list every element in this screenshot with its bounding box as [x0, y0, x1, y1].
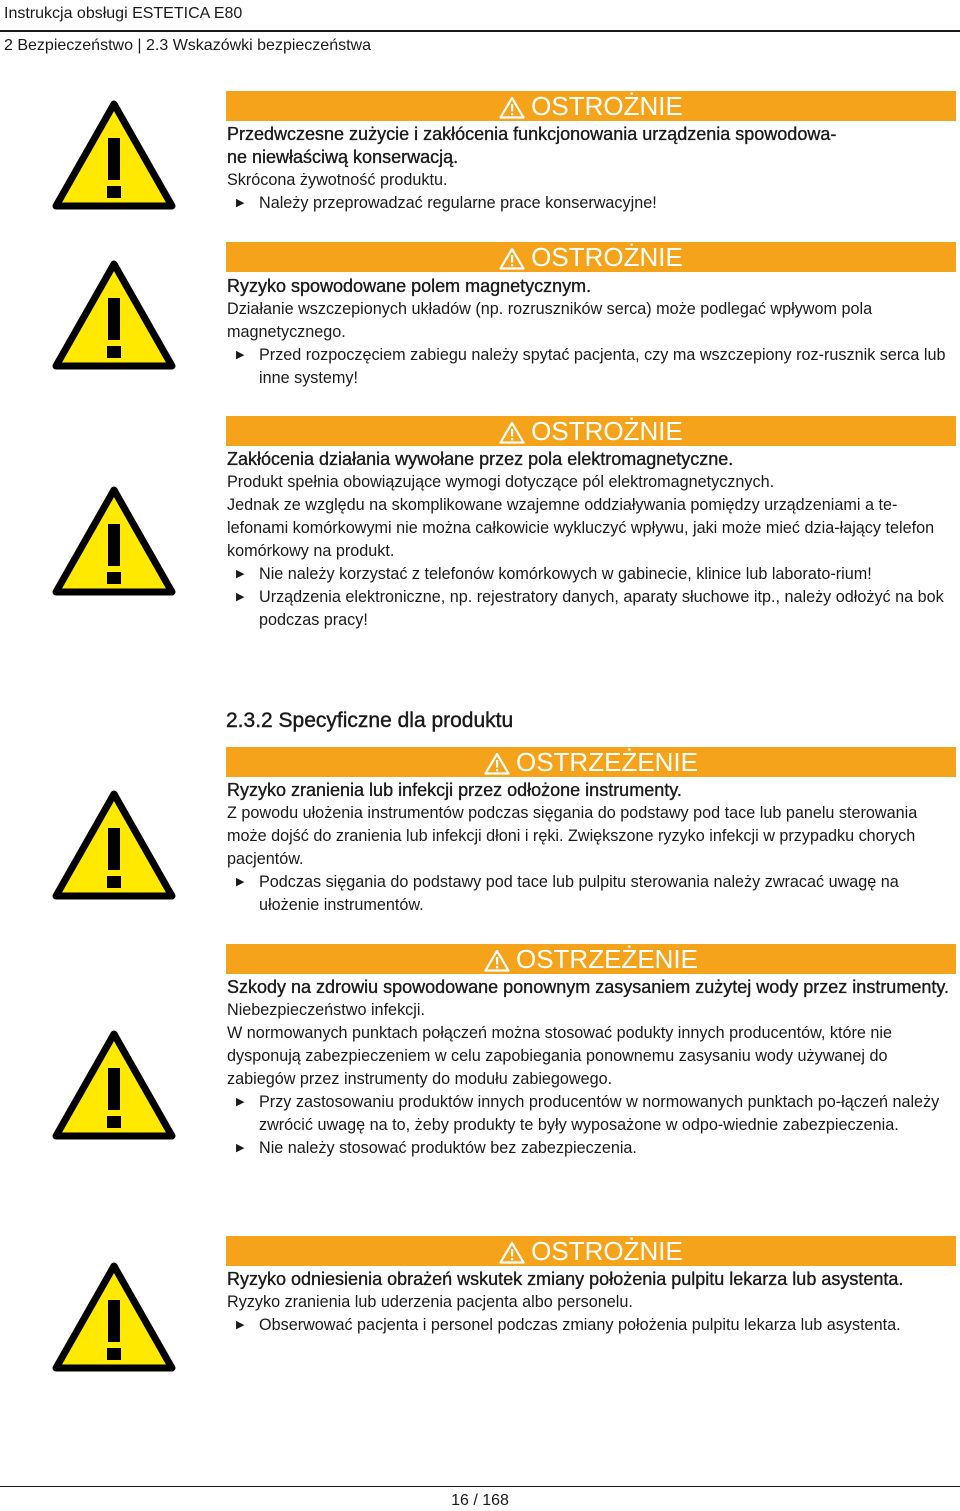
notice-text: Działanie wszczepionych układów (np. rozruszników serca) może podlegać wpływom pola magnetycznego.	[227, 300, 873, 341]
notice-box	[227, 976, 955, 1160]
warning-triangle-icon	[499, 1241, 525, 1264]
notice-box	[227, 1268, 955, 1337]
banner-label: OSTROŻNIE	[531, 1236, 683, 1266]
notice-title: Przedwczesne zużycie i zakłócenia funkcjonowania urządzenia spowodowa-	[227, 124, 837, 144]
bullet-triangle-icon: ▶	[236, 349, 245, 361]
notice-box	[227, 123, 955, 215]
footer-rule	[0, 1486, 960, 1487]
bullet-triangle-icon: ▶	[236, 591, 245, 603]
warning-sign-icon	[52, 1030, 176, 1140]
action-item: ▶ Urządzenia elektroniczne, np. rejestratory danych, aparaty słuchowe itp., należy odłożyć na bok podczas pracy!	[236, 588, 944, 629]
notice-text: Niebezpieczeństwo infekcji.	[227, 1001, 425, 1019]
warning-triangle-icon	[484, 752, 510, 775]
warning-triangle-icon	[499, 247, 525, 270]
section-heading: 2.3.2 Specyficzne dla produktu	[226, 709, 514, 732]
bullet-triangle-icon: ▶	[236, 568, 245, 580]
notice-text: Produkt spełnia obowiązujące wymogi dotyczące pól elektromagnetycznych.	[227, 473, 775, 491]
bullet-triangle-icon: ▶	[236, 197, 245, 209]
notice-title: Szkody na zdrowiu spowodowane ponownym zasysaniem zużytej wody przez instrumenty.	[227, 977, 950, 997]
notice-title: Ryzyko spowodowane polem magnetycznym.	[227, 276, 592, 296]
document-title: Instrukcja obsługi ESTETICA E80	[4, 5, 243, 22]
warning-triangle-icon	[499, 421, 525, 444]
notice-title: Zakłócenia działania wywołane przez pola elektromagnetyczne.	[227, 449, 734, 469]
caution-banner	[226, 91, 956, 121]
banner-label: OSTROŻNIE	[531, 416, 683, 446]
warning-triangle-icon	[499, 96, 525, 119]
notice-text: Jednak ze względu na skomplikowane wzajemne oddziaływania pomiędzy urządzeniami a te-lefonami komórkowymi nie można całkowicie wykluczyć wpływu, jaki może mieć dzia-łający telefon komórkowy na produkt.	[227, 496, 935, 560]
warning-banner	[226, 944, 956, 974]
action-item: ▶ Podczas sięgania do podstawy pod tace lub pulpitu sterowania należy zwracać uwagę na ułożenie instrumentów.	[236, 873, 899, 914]
bullet-triangle-icon: ▶	[236, 1142, 245, 1154]
notice-box	[227, 275, 955, 390]
notice-title: Ryzyko odniesienia obrażeń wskutek zmiany położenia pulpitu lekarza lub asystenta.	[227, 1269, 904, 1289]
notice-text: Z powodu ułożenia instrumentów podczas sięgania do podstawy pod tace lub panelu sterowania może dojść do zranienia lub infekcji dłoni i ręki. Zwiększone ryzyko infekcji w przypadku chorych pacjentów.	[227, 804, 918, 868]
warning-triangle-icon	[484, 949, 510, 972]
bullet-triangle-icon: ▶	[236, 1096, 245, 1108]
warning-sign-icon	[52, 790, 176, 900]
warning-banner	[226, 747, 956, 777]
bullet-triangle-icon: ▶	[236, 876, 245, 888]
warning-sign-icon	[52, 100, 176, 210]
breadcrumb: 2 Bezpieczeństwo | 2.3 Wskazówki bezpieczeństwa	[4, 37, 371, 54]
action-item: ▶ Obserwować pacjenta i personel podczas zmiany położenia pulpitu lekarza lub asystenta.	[227, 1314, 955, 1337]
notice-title: ne niewłaściwą konserwacją.	[227, 147, 459, 167]
banner-label: OSTRZEŻENIE	[515, 747, 698, 777]
notice-text: W normowanych punktach połączeń można stosować podukty innych producentów, które nie dysponują zabezpieczeniem w celu zapobiegania ponownemu zasysaniu wody używanej do zabiegów przez instrumenty do modułu zabiegowego.	[227, 1024, 892, 1088]
notice-box	[227, 779, 955, 917]
warning-sign-icon	[52, 260, 176, 370]
bullet-triangle-icon: ▶	[236, 1319, 245, 1331]
banner-label: OSTROŻNIE	[531, 91, 683, 121]
banner-label: OSTROŻNIE	[531, 242, 683, 272]
caution-banner	[226, 1236, 956, 1266]
caution-banner	[226, 416, 956, 446]
notice-text: Ryzyko zranienia lub uderzenia pacjenta albo personelu.	[227, 1293, 633, 1311]
warning-sign-icon	[52, 486, 176, 596]
action-item: ▶ Należy przeprowadzać regularne prace konserwacyjne!	[227, 192, 955, 215]
action-item: ▶ Przed rozpoczęciem zabiegu należy spytać pacjenta, czy ma wszczepiony roz-rusznik serca lub inne systemy!	[236, 346, 946, 387]
banner-label: OSTRZEŻENIE	[515, 944, 698, 974]
caution-banner	[226, 242, 956, 272]
warning-sign-icon	[52, 1262, 176, 1372]
page-number: 16 / 168	[451, 1492, 509, 1509]
action-item: ▶ Nie należy stosować produktów bez zabezpieczenia.	[227, 1137, 955, 1160]
notice-text: Skrócona żywotność produktu.	[227, 171, 448, 189]
notice-title: Ryzyko zranienia lub infekcji przez odłożone instrumenty.	[227, 780, 682, 800]
header-rule	[0, 30, 960, 32]
notice-box	[227, 448, 955, 632]
action-item: ▶ Przy zastosowaniu produktów innych producentów w normowanych punktach po-łączeń należy zwrócić uwagę na to, żeby produkty te były wyposażone w odpo-wiednie zabezpieczenia.	[236, 1093, 940, 1134]
action-item: ▶ Nie należy korzystać z telefonów komórkowych w gabinecie, klinice lub laborato-rium!	[227, 563, 955, 586]
